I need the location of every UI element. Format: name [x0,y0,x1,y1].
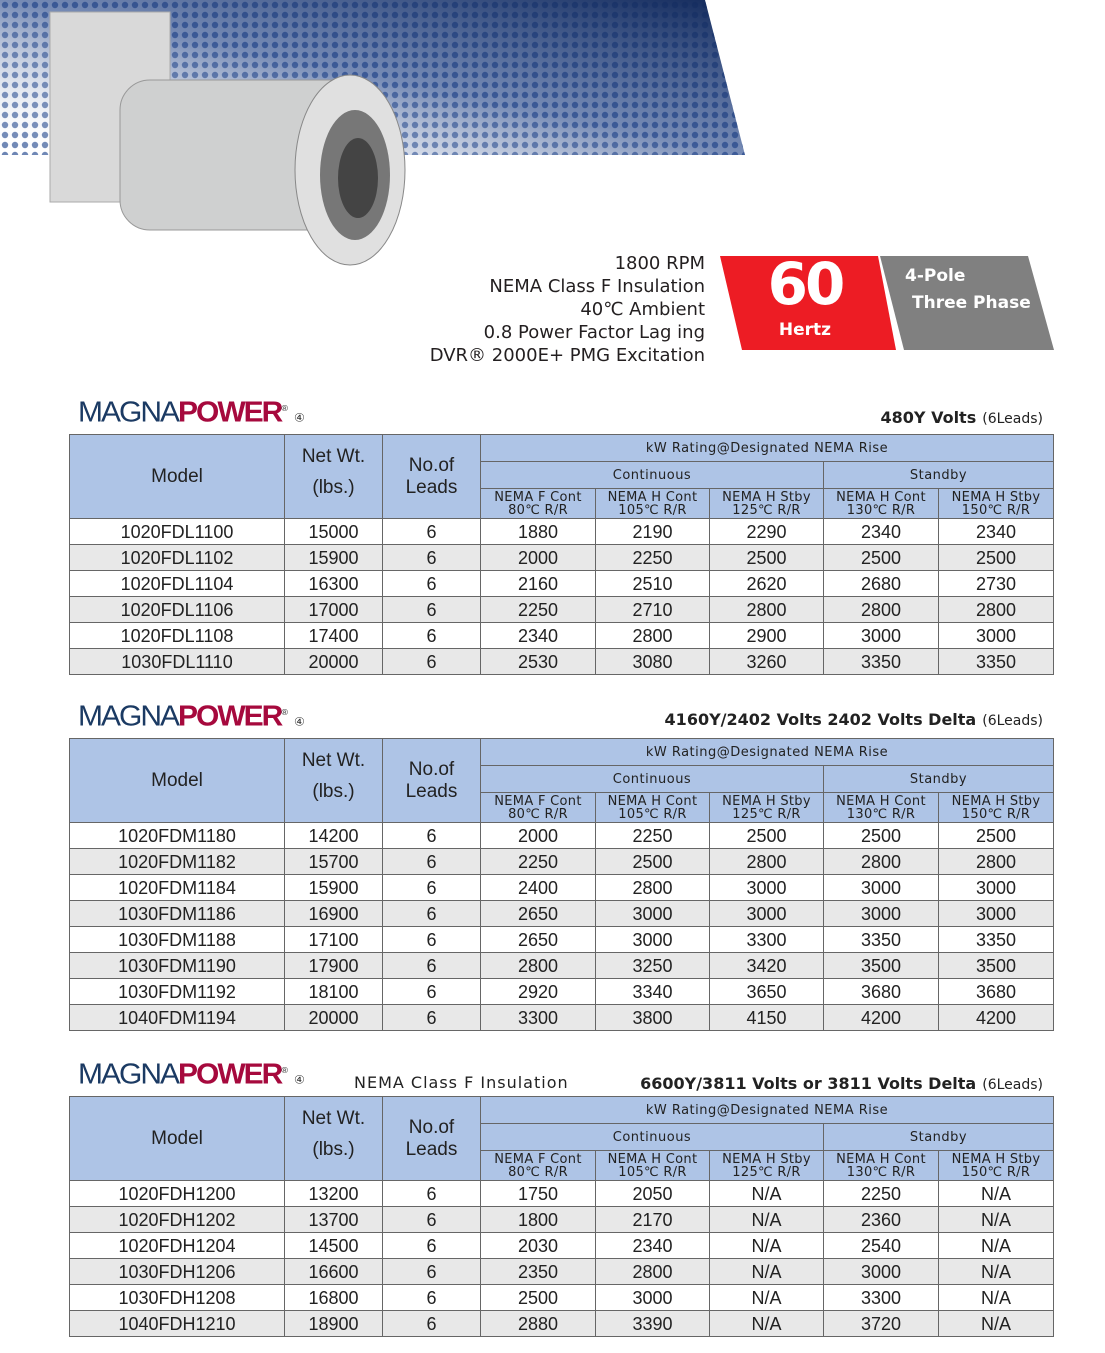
table-row [70,597,1054,623]
table-row [70,649,1054,675]
header-rating-col [824,793,939,823]
kw-cell: 3420 [710,953,824,979]
kw-cell: 3300 [481,1005,596,1031]
kw-cell: 2500 [939,823,1054,849]
kw-cell: 3000 [596,927,710,953]
logo-registered: ® [281,707,288,717]
kw-cell: 2500 [939,545,1054,571]
kw-cell: 2540 [824,1233,939,1259]
rating-rise: 105℃ R/R [618,502,687,518]
rating-class: NEMA F Cont [494,489,582,505]
table-row [70,849,1054,875]
kw-cell: 3680 [939,979,1054,1005]
weight-cell: 17100 [285,927,383,953]
kw-cell: 2500 [710,545,824,571]
weight-cell: 15700 [285,849,383,875]
leads-cell: 6 [383,571,481,597]
phase-label: Three Phase [912,293,1031,313]
kw-cell: 2250 [481,849,596,875]
rating-class: NEMA H Stby [722,489,811,505]
logo-mark: ④ [294,411,305,425]
rating-rise: 150℃ R/R [961,806,1031,822]
net-wt-unit: (lbs.) [312,1138,355,1160]
kw-cell: N/A [939,1285,1054,1311]
kw-cell: 3500 [824,953,939,979]
leads-cell: 6 [383,1181,481,1207]
kw-cell: 2030 [481,1233,596,1259]
kw-cell: 2880 [481,1311,596,1337]
kw-cell: 2730 [939,571,1054,597]
logo-magna: MAGNA [78,396,179,429]
kw-cell: N/A [710,1233,824,1259]
header-standby: Standby [824,766,1054,793]
spec-power-factor: 0.8 Power Factor Lag ing [483,322,705,343]
kw-cell: 2510 [596,571,710,597]
kw-cell: 3300 [710,927,824,953]
kw-cell: 3390 [596,1311,710,1337]
kw-cell: 2650 [481,927,596,953]
kw-cell: 2680 [824,571,939,597]
kw-cell: 3000 [596,901,710,927]
kw-cell: 3300 [824,1285,939,1311]
weight-cell: 15900 [285,545,383,571]
kw-cell: 2160 [481,571,596,597]
kw-cell: 2290 [710,519,824,545]
kw-cell: 3000 [824,1259,939,1285]
magnapower-logo [78,1059,305,1091]
model-cell: 1030FDH1206 [70,1259,285,1285]
leads-cell: 6 [383,927,481,953]
kw-cell: N/A [710,1181,824,1207]
net-wt-unit: (lbs.) [312,476,355,498]
rating-class: NEMA H Cont [607,793,698,809]
model-cell: 1020FDH1200 [70,1181,285,1207]
kw-cell: 2800 [824,849,939,875]
kw-cell: N/A [939,1181,1054,1207]
weight-cell: 20000 [285,649,383,675]
kw-cell: 2530 [481,649,596,675]
logo-magna: MAGNA [78,700,179,733]
kw-cell: 2500 [710,823,824,849]
model-cell: 1030FDM1188 [70,927,285,953]
weight-cell: 20000 [285,1005,383,1031]
kw-cell: 2000 [481,823,596,849]
voltage-label: 4160Y/2402 Volts 2402 Volts Delta [664,710,977,729]
table-row [70,571,1054,597]
kw-cell: N/A [710,1259,824,1285]
leads-cell: 6 [383,545,481,571]
kw-cell: 4200 [824,1005,939,1031]
table-row [70,623,1054,649]
leads-label-2: Leads [405,476,458,498]
kw-cell: N/A [939,1311,1054,1337]
rating-class: NEMA H Cont [836,793,926,809]
table-row [70,979,1054,1005]
kw-cell: N/A [710,1285,824,1311]
table-row [70,1207,1054,1233]
net-wt-label: Net Wt. [301,445,366,467]
weight-cell: 16800 [285,1285,383,1311]
header-rating-col [824,489,939,519]
header-model: Model [70,1097,285,1181]
logo-mark: ④ [294,1073,305,1087]
table-row [70,545,1054,571]
kw-cell: 2920 [481,979,596,1005]
kw-cell: 2340 [939,519,1054,545]
table-row [70,927,1054,953]
header-rating-col [939,1151,1054,1181]
table-row [70,519,1054,545]
header-net-weight [285,1097,383,1181]
kw-cell: 2620 [710,571,824,597]
kw-cell: 3800 [596,1005,710,1031]
weight-cell: 14500 [285,1233,383,1259]
voltage-title [881,408,1043,427]
kw-cell: 2800 [710,849,824,875]
header-rating-col [939,489,1054,519]
kw-cell: 2800 [939,849,1054,875]
leads-label-2: Leads [405,780,458,802]
kw-cell: 1800 [481,1207,596,1233]
pole-label: 4-Pole [905,266,966,286]
logo-mark: ④ [294,715,305,729]
rating-table [69,738,1054,1031]
kw-cell: 2800 [824,597,939,623]
leads-cell: 6 [383,1311,481,1337]
logo-power: POWER [178,700,282,733]
kw-cell: 3000 [939,901,1054,927]
kw-cell: 2250 [481,597,596,623]
kw-cell: 2500 [596,849,710,875]
leads-note: (6Leads) [982,1077,1043,1093]
rating-class: NEMA H Stby [951,489,1041,505]
spec-insulation: NEMA Class F Insulation [489,276,705,297]
kw-cell: 3720 [824,1311,939,1337]
rating-class: NEMA H Cont [836,1151,926,1167]
logo-registered: ® [281,403,288,413]
weight-cell: 18100 [285,979,383,1005]
kw-cell: 2800 [481,953,596,979]
leads-label: No.of [408,1116,455,1138]
header-standby: Standby [824,1124,1054,1151]
model-cell: 1020FDM1184 [70,875,285,901]
frequency-value: 60 [767,250,843,318]
kw-cell: 2500 [481,1285,596,1311]
rating-class: NEMA F Cont [494,793,582,809]
header-rating-col [481,793,596,823]
weight-cell: 16600 [285,1259,383,1285]
header-kw-rating: kW Rating@Designated NEMA Rise [481,1097,1054,1124]
kw-cell: 3000 [824,875,939,901]
table-row [70,1181,1054,1207]
table-row [70,953,1054,979]
header-net-weight [285,435,383,519]
insulation-subtitle: NEMA Class F Insulation [354,1073,569,1092]
weight-cell: 17900 [285,953,383,979]
weight-cell: 18900 [285,1311,383,1337]
magnapower-logo [78,701,305,733]
kw-cell: 2650 [481,901,596,927]
weight-cell: 13700 [285,1207,383,1233]
net-wt-label: Net Wt. [301,1107,366,1129]
net-wt-unit: (lbs.) [312,780,355,802]
table-row [70,1311,1054,1337]
kw-cell: 2710 [596,597,710,623]
leads-cell: 6 [383,1259,481,1285]
model-cell: 1020FDL1108 [70,623,285,649]
voltage-label: 6600Y/3811 Volts or 3811 Volts Delta [640,1074,977,1093]
leads-cell: 6 [383,1233,481,1259]
weight-cell: 14200 [285,823,383,849]
rating-class: NEMA H Stby [722,1151,811,1167]
kw-cell: 3500 [939,953,1054,979]
weight-cell: 15900 [285,875,383,901]
leads-cell: 6 [383,953,481,979]
table-row [70,1259,1054,1285]
rating-rise: 130℃ R/R [846,1164,916,1180]
weight-cell: 16900 [285,901,383,927]
header-rating-col [596,793,710,823]
model-cell: 1030FDM1192 [70,979,285,1005]
header-kw-rating: kW Rating@Designated NEMA Rise [481,435,1054,462]
kw-cell: 3000 [596,1285,710,1311]
net-wt-label: Net Wt. [301,749,366,771]
kw-cell: 2900 [710,623,824,649]
rating-rise: 130℃ R/R [846,502,916,518]
weight-cell: 17000 [285,597,383,623]
spec-excitation: DVR® 2000E+ PMG Excitation [429,345,705,366]
logo-power: POWER [178,396,282,429]
header-net-weight [285,739,383,823]
rating-rise: 130℃ R/R [846,806,916,822]
rating-rise: 125℃ R/R [732,1164,801,1180]
kw-cell: 3080 [596,649,710,675]
model-cell: 1020FDM1180 [70,823,285,849]
kw-cell: 3000 [824,901,939,927]
kw-cell: 2350 [481,1259,596,1285]
kw-cell: 2250 [596,823,710,849]
rating-class: NEMA H Cont [607,1151,698,1167]
kw-cell: 3350 [939,927,1054,953]
voltage-label: 480Y Volts [880,408,977,427]
kw-cell: 2800 [939,597,1054,623]
model-cell: 1020FDH1204 [70,1233,285,1259]
kw-cell: 1880 [481,519,596,545]
spec-ambient: 40℃ Ambient [580,299,705,320]
model-cell: 1030FDM1190 [70,953,285,979]
leads-cell: 6 [383,649,481,675]
rating-rise: 105℃ R/R [618,1164,687,1180]
weight-cell: 17400 [285,623,383,649]
leads-note: (6Leads) [982,713,1043,729]
logo-magna: MAGNA [78,1058,179,1091]
model-cell: 1020FDH1202 [70,1207,285,1233]
kw-cell: 3000 [824,623,939,649]
rating-rise: 125℃ R/R [732,502,801,518]
leads-cell: 6 [383,875,481,901]
header-leads [383,739,481,823]
header-rating-col [939,793,1054,823]
header-continuous: Continuous [481,462,824,489]
kw-cell: N/A [939,1233,1054,1259]
kw-cell: 2800 [596,623,710,649]
model-cell: 1020FDL1104 [70,571,285,597]
kw-cell: 3650 [710,979,824,1005]
rating-table [69,434,1054,675]
kw-cell: 3350 [824,927,939,953]
header-rating-col [710,793,824,823]
leads-cell: 6 [383,823,481,849]
kw-cell: 3350 [824,649,939,675]
leads-cell: 6 [383,519,481,545]
rating-class: NEMA F Cont [494,1151,582,1167]
kw-cell: 2360 [824,1207,939,1233]
kw-cell: 2190 [596,519,710,545]
table-row [70,875,1054,901]
table-row [70,1233,1054,1259]
frequency-unit: Hertz [778,320,832,340]
kw-cell: 2800 [596,875,710,901]
leads-label-2: Leads [405,1138,458,1160]
header-rating-col [710,1151,824,1181]
header-rating-col [596,489,710,519]
rating-rise: 80℃ R/R [508,1164,568,1180]
model-cell: 1020FDL1100 [70,519,285,545]
kw-cell: 2800 [596,1259,710,1285]
logo-registered: ® [281,1065,288,1075]
kw-cell: N/A [939,1207,1054,1233]
header-rating-col [596,1151,710,1181]
rating-rise: 150℃ R/R [961,502,1031,518]
kw-cell: 2340 [824,519,939,545]
spec-rpm: 1800 RPM [614,253,705,274]
model-cell: 1020FDL1106 [70,597,285,623]
magnapower-logo [78,397,305,429]
header-model: Model [70,435,285,519]
weight-cell: 13200 [285,1181,383,1207]
header-leads [383,435,481,519]
table-row [70,1285,1054,1311]
leads-note: (6Leads) [982,411,1043,427]
kw-cell: 3260 [710,649,824,675]
kw-cell: 2250 [824,1181,939,1207]
kw-cell: 2000 [481,545,596,571]
leads-label: No.of [408,758,455,780]
rating-class: NEMA H Cont [607,489,698,505]
leads-label: No.of [408,454,455,476]
leads-cell: 6 [383,979,481,1005]
rating-rise: 125℃ R/R [732,806,801,822]
table-row [70,1005,1054,1031]
rating-class: NEMA H Stby [722,793,811,809]
kw-cell: N/A [939,1259,1054,1285]
header-rating-col [481,489,596,519]
model-cell: 1020FDM1182 [70,849,285,875]
kw-cell: N/A [710,1207,824,1233]
weight-cell: 16300 [285,571,383,597]
kw-cell: 3000 [939,875,1054,901]
rating-table [69,1096,1054,1337]
kw-cell: 2340 [481,623,596,649]
rating-rise: 80℃ R/R [508,502,568,518]
leads-cell: 6 [383,1285,481,1311]
header-continuous: Continuous [481,1124,824,1151]
rating-rise: 150℃ R/R [961,1164,1031,1180]
header-kw-rating: kW Rating@Designated NEMA Rise [481,739,1054,766]
weight-cell: 15000 [285,519,383,545]
kw-cell: 3340 [596,979,710,1005]
kw-cell: 2050 [596,1181,710,1207]
leads-cell: 6 [383,1005,481,1031]
header-leads [383,1097,481,1181]
kw-cell: 3350 [939,649,1054,675]
leads-cell: 6 [383,849,481,875]
spec-list [430,252,705,367]
rating-class: NEMA H Stby [951,793,1041,809]
kw-cell: 2400 [481,875,596,901]
kw-cell: 3000 [939,623,1054,649]
kw-cell: 3250 [596,953,710,979]
model-cell: 1030FDL1110 [70,649,285,675]
model-cell: 1040FDH1210 [70,1311,285,1337]
kw-cell: 2170 [596,1207,710,1233]
kw-cell: 4200 [939,1005,1054,1031]
kw-cell: 2500 [824,823,939,849]
kw-cell: 2340 [596,1233,710,1259]
table-row [70,901,1054,927]
model-cell: 1030FDM1186 [70,901,285,927]
header-rating-col [824,1151,939,1181]
kw-cell: 2800 [710,597,824,623]
kw-cell: 3000 [710,875,824,901]
model-cell: 1030FDH1208 [70,1285,285,1311]
leads-cell: 6 [383,623,481,649]
kw-cell: 2250 [596,545,710,571]
table-row [70,823,1054,849]
header-rating-col [710,489,824,519]
voltage-title [665,710,1043,729]
kw-cell: 2500 [824,545,939,571]
model-cell: 1020FDL1102 [70,545,285,571]
leads-cell: 6 [383,597,481,623]
header-standby: Standby [824,462,1054,489]
generator-image [40,10,420,270]
kw-cell: 1750 [481,1181,596,1207]
model-cell: 1040FDM1194 [70,1005,285,1031]
logo-power: POWER [178,1058,282,1091]
rating-class: NEMA H Cont [836,489,926,505]
header-model: Model [70,739,285,823]
rating-rise: 80℃ R/R [508,806,568,822]
voltage-title [640,1074,1043,1093]
rating-rise: 105℃ R/R [618,806,687,822]
kw-cell: 4150 [710,1005,824,1031]
kw-cell: 3000 [710,901,824,927]
header-rating-col [481,1151,596,1181]
leads-cell: 6 [383,1207,481,1233]
header-continuous: Continuous [481,766,824,793]
leads-cell: 6 [383,901,481,927]
kw-cell: N/A [710,1311,824,1337]
kw-cell: 3680 [824,979,939,1005]
rating-class: NEMA H Stby [951,1151,1041,1167]
